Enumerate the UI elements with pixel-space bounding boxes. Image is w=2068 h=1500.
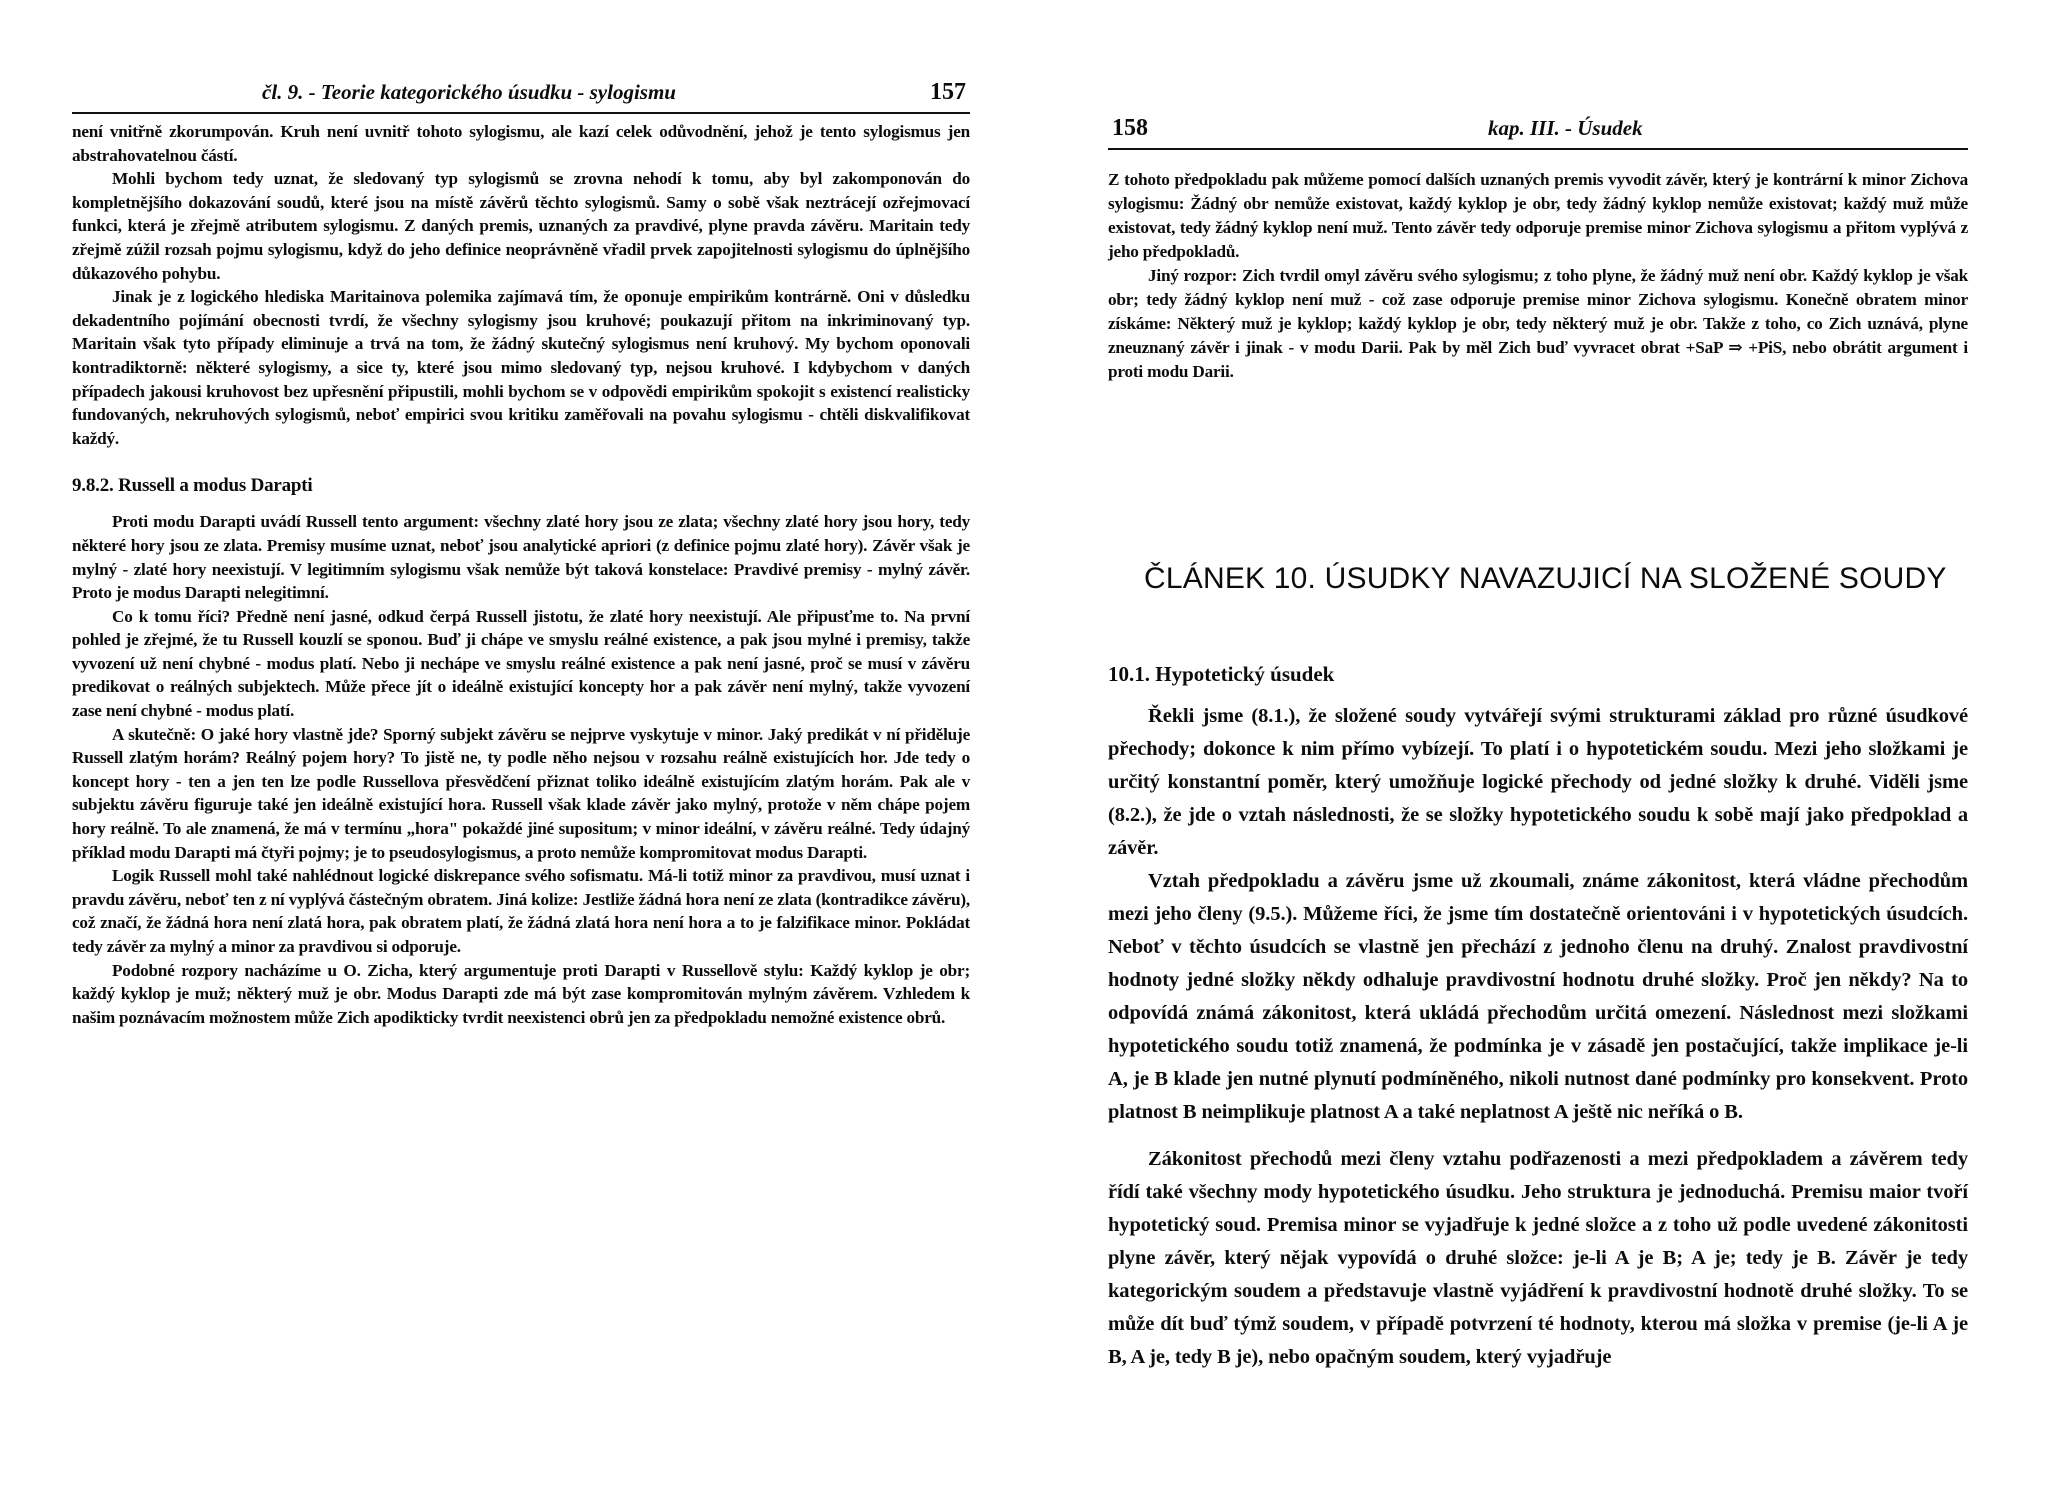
right-page-number: 158 (1112, 115, 1148, 141)
right-paragraph-2: Jiný rozpor: Zich tvrdil omyl závěru svého sylogismu; z toho plyne, že žádný muž není obr. Každý kyklop je však obr; tedy žádný kyklop není muž - což zase odporuje premise minor Zichova sylogismu. Konečně obratem minor získáme: Některý muž je kyklop; každý kyklop je obr, tedy některý muž je obr. Takže z toho, co Zich uznává, plyne zneuznaný závěr i jinak - v modu Darii. Pak by měl Zich buď vyvracet obrat +SaP ⇒ +PiS, nebo obrátit argument i proti modu Darii. (1108, 266, 1968, 381)
section-heading-9-8-2: 9.8.2. Russell a modus Darapti (72, 475, 313, 497)
left-running-head-title: čl. 9. - Teorie kategorického úsudku - sylogismu (262, 80, 676, 104)
right-running-head-title: kap. III. - Úsudek (1488, 116, 1643, 140)
left-running-head (72, 72, 970, 114)
section-heading-10-1: 10.1. Hypotetický úsudek (1108, 662, 1335, 686)
left-paragraph-6: A skutečně: O jaké hory vlastně jde? Sporný subjekt závěru se nejprve vyskytuje v minor. Jaký predikát v ní přiděluje Russell zlatým horám? Reálný pojem hory? To jistě ne, ty podle něho nejsou v rozsahu reálně existujících hor. Jde tedy o koncept hory - ten a jen ten lze podle Russellova přesvědčení přiznat toliko ideálně existujícím zlatým horám. Pak ale v subjektu závěru figuruje také jen ideálně existující hora. Russell však klade závěr jako mylný, protože v něm chápe pojem hory reálně. To ale znamená, že má v termínu „hora" pokaždé jiné supositum; v minor ideální, v závěru reálné. Tedy údajný příklad modu Darapti má čtyři pojmy; je to pseudosylogismus, a proto nemůže kompromitovat modus Darapti. (72, 724, 970, 862)
left-page-number: 157 (930, 79, 966, 105)
left-paragraph-4: Proti modu Darapti uvádí Russell tento argument: všechny zlaté hory jsou ze zlata; všechny zlaté hory jsou hory, tedy některé hory jsou ze zlata. Premisy musíme uznat, neboť jsou analytické apriori (z definice pojmu zlaté hory). Závěr však je mylný - zlaté hory neexistují. V legitimním sylogismu však nemůže být taková konstelace: Pravdivé premisy - mylný závěr. Proto je modus Darapti nelegitimní. (72, 512, 970, 603)
right-paragraph-1: Z tohoto předpokladu pak můžeme pomocí dalších uznaných premis vyvodit závěr, který je kontrární k minor Zichova sylogismu: Žádný obr nemůže existovat, každý kyklop je obr, tedy žádný kyklop nemůže existovat; každý muž může existovat, tedy žádný kyklop není muž. Tento závěr tedy odporuje premise minor Zichova sylogismu a přitom vyplývá z jeho předpokladů. (1108, 170, 1968, 261)
left-paragraph-5: Co k tomu říci? Předně není jasné, odkud čerpá Russell jistotu, že zlaté hory neexistují. Ale připusťme to. Na první pohled je zřejmé, že tu Russell kouzlí se sponou. Buď ji chápe ve smyslu reálné existence, a pak jsou mylné i premisy, takže vyvození už není chybné - modus platí. Nebo ji nechápe ve smyslu reálné existence a pak není jasné, proč se musí v závěru predikovat o reálných subjektech. Může přece jít o ideálně existující koncepty hor a pak závěr není mylný, takže vyvození zase není chybné - modus platí. (72, 606, 970, 721)
left-paragraph-3: Jinak je z logického hlediska Maritainova polemika zajímavá tím, že oponuje empirikům kontrárně. Oni v důsledku dekadentního pojímání obecnosti tvrdí, že všechny sylogismy jsou kruhové; poukazují přitom na inkriminovaný typ. Maritain však tyto případy eliminuje a trvá na tom, že žádný skutečný sylogismus není kruhový. My bychom oponovali kontradiktorně: některé sylogismy, a sice ty, které jsou mimo sledovaný typ, nejsou kruhové. I kdybychom v daných případech jakousi kruhovost bez upřesnění připustili, mohli bychom se v odpovědi empirikům spokojit s existencí realisticky fundovaných, nekruhových sylogismů, neboť empirici svou kritiku zaměřovali na povahu sylogismu - chtěli diskvalifikovat každý. (72, 287, 970, 448)
right-paragraph-4: Vztah předpokladu a závěru jsme už zkoumali, známe zákonitost, která vládne přechodům mezi jeho členy (9.5.). Můžeme říci, že jsme tím dostatečně orientováni i v hypotetických úsudcích. Neboť v těchto úsudcích se vlastně jen přechází z jednoho členu na druhý. Znalost pravdivostní hodnoty jedné složky někdy odhaluje pravdivostní hodnotu druhé složky. Proč jen někdy? Na to odpovídá známá zákonitost, která ukládá přechodům určitá omezení. Následnost mezi složkami hypotetického soudu totiž znamená, že podmínka je v zásadě jen postačující, takže implikace je-li A, je B klade jen nutné plynutí podmíněného, nikoli nutnost dané podmínky pro konsekvent. Proto platnost B neimplikuje platnost A a také neplatnost A ještě nic neříká o B. (1108, 870, 1968, 1123)
right-paragraph-3: Řekli jsme (8.1.), že složené soudy vytvářejí svými strukturami základ pro různé úsudkové přechody; dokonce k nim přímo vybízejí. To platí i o hypotetickém soudu. Mezi jeho složkami je určitý konstantní poměr, který umožňuje logické přechody od jedné složky k druhé. Viděli jsme (8.2.), že jde o vztah následnosti, že se složky hypotetického soudu k sobě mají jako předpoklad a závěr. (1108, 705, 1968, 859)
chapter-heading: ČLÁNEK 10. ÚSUDKY NAVAZUJICÍ NA SLOŽENÉ SOUDY (1144, 562, 1947, 595)
right-body-text-top (1108, 168, 1968, 384)
right-body-text-main (1108, 700, 1968, 1374)
left-paragraph-7: Logik Russell mohl také nahlédnout logické diskrepance svého sofismatu. Má-li totiž minor za pravdivou, musí uznat i pravdu závěru, neboť ten z ní vyplývá částečným obratem. Jiná kolize: Jestliže žádná hora není ze zlata (kontradikce závěru), což značí, že žádná hora není zlatá hora, pak obratem platí, že žádná zlatá hora není hora a to je falzifikace minor. Pokládat tedy závěr za mylný a minor za pravdivou si odporuje. (72, 866, 970, 956)
right-running-head (1108, 108, 1968, 150)
left-paragraph-8: Podobné rozpory nacházíme u O. Zicha, který argumentuje proti Darapti v Russellově stylu: Každý kyklop je obr; každý kyklop je muž; některý muž je obr. Modus Darapti zde má být zase kompromitován mylným závěrem. Vzhledem k našim poznávacím možnostem může Zich apodikticky tvrdit neexistenci obrů jen za předpokladu nemožné existence obrů. (72, 960, 970, 1027)
left-body-text (72, 120, 970, 1029)
right-paragraph-5: Zákonitost přechodů mezi členy vztahu podřazenosti a mezi předpokladem a závěrem tedy řídí také všechny mody hypotetického úsudku. Jeho struktura je jednoduchá. Premisu maior tvoří hypotetický soud. Premisa minor se vyjadřuje k jedné složce a z toho už podle uvedené zákonitosti plyne závěr, který nějak vypovídá o druhé složce: je-li A je B; A je; tedy je B. Závěr je tedy kategorickým soudem a představuje vlastně vyjádření k pravdivostní hodnotě druhé složky. To se může dít buď týmž soudem, v případě potvrzení té hodnoty, kterou má složka v premise (je-li A je B, A je, tedy B je), nebo opačným soudem, který vyjadřuje (1108, 1148, 1968, 1368)
left-paragraph-2: Mohli bychom tedy uznat, že sledovaný typ sylogismů se zrovna nehodí k tomu, aby byl zakomponován do kompletnějšího dokazování soudů, které jsou na místě závěrů těchto sylogismů. Samy o sobě však neztrácejí ozřejmovací funkci, která je zřejmě atributem sylogismu. Z daných premis, uznaných za pravdivé, plyne pravda závěru. Maritain tedy zřejmě zúžil rozsah pojmu sylogismu, když do jeho definice neoprávněně vřadil prvek zapojitelnosti sylogismu do úplnějšího důkazového pohybu. (72, 169, 970, 283)
left-paragraph-1: není vnitřně zkorumpován. Kruh není uvnitř tohoto sylogismu, ale kazí celek odůvodnění, jehož je tento sylogismus jen abstrahovatelnou částí. (72, 122, 970, 165)
